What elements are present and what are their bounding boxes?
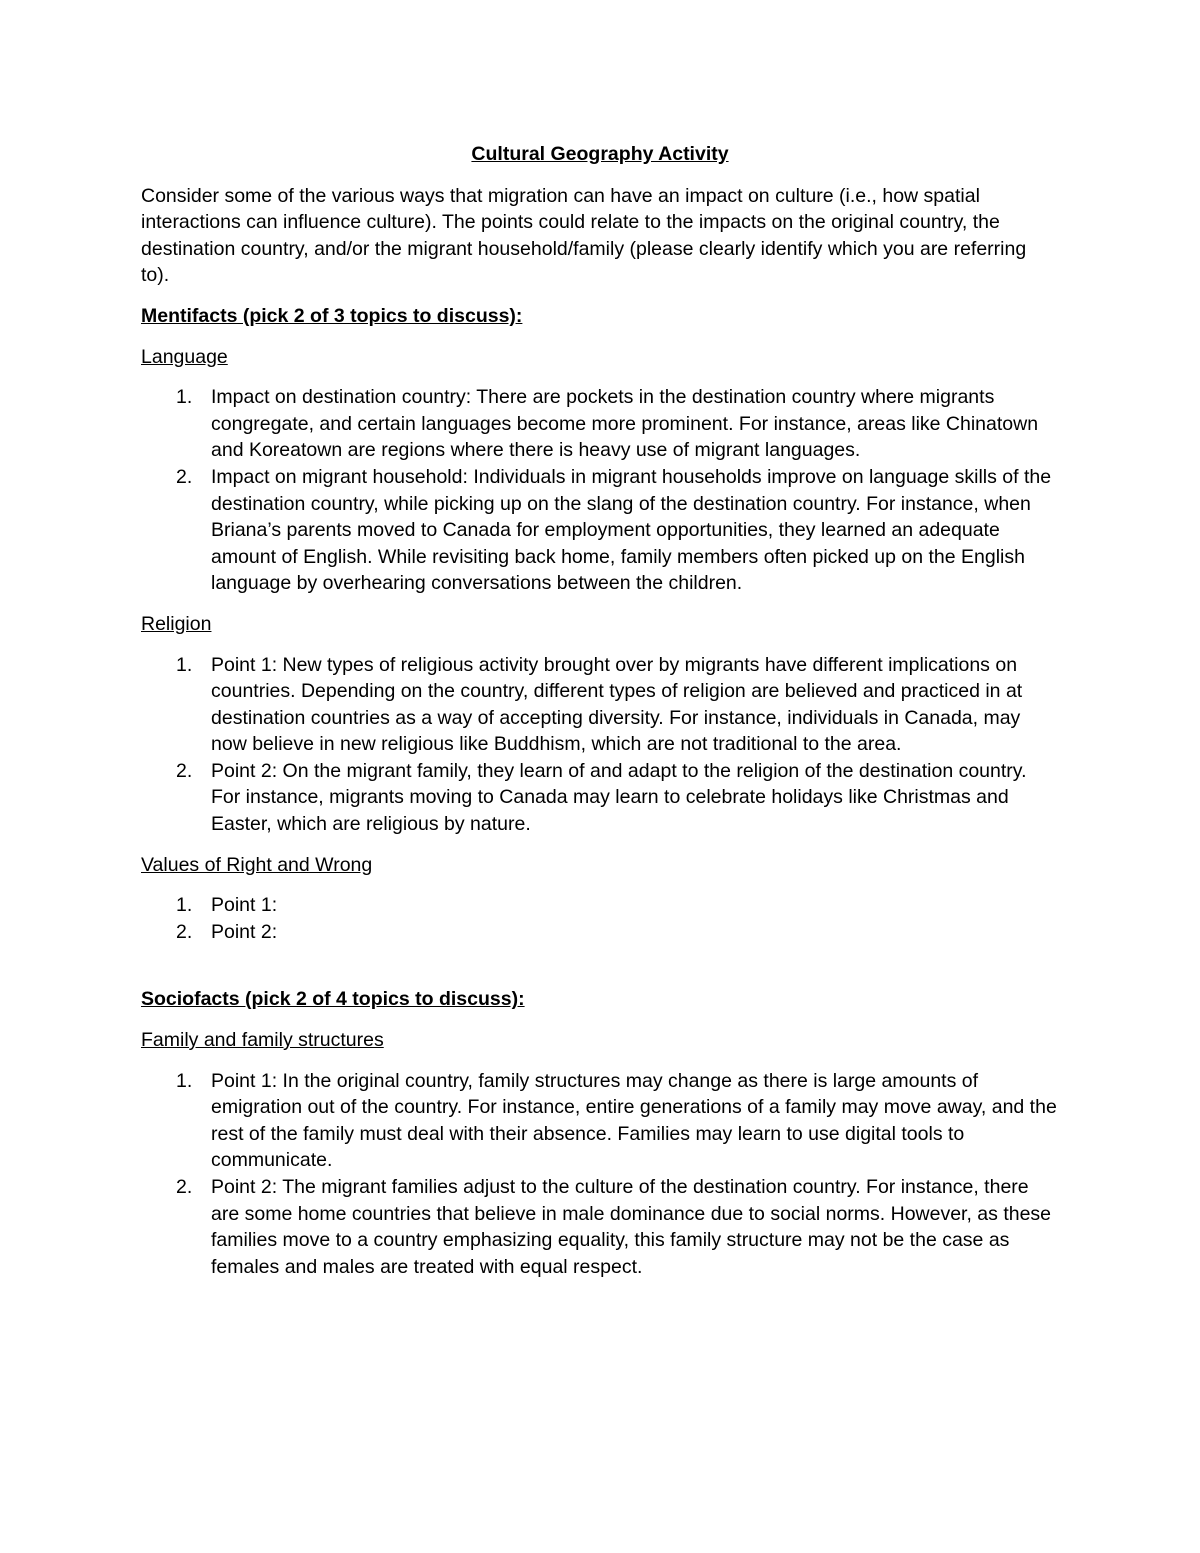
language-list [141,384,1059,597]
list-item-text: Point 2: On the migrant family, they learn of and adapt to the religion of the destination country. For instance, migrants moving to Canada may learn to celebrate holidays like Christmas and Easter, which are religious by nature. [211,759,1027,836]
list-item [141,919,1059,946]
list-item [141,652,1059,758]
sociofacts-heading: Sociofacts (pick 2 of 4 topics to discuss): [141,988,525,1011]
blank-line [141,959,1059,986]
topic-religion: Religion [141,612,212,635]
list-item [141,758,1059,838]
list-number: 1. [176,386,193,409]
list-item [141,1068,1059,1174]
list-item-text: Point 2: [211,920,278,943]
list-number: 1. [176,1069,193,1092]
topic-family: Family and family structures [141,1029,384,1052]
religion-list [141,652,1059,838]
list-number: 1. [176,653,193,676]
topic-values: Values of Right and Wrong [141,853,373,876]
mentifacts-heading: Mentifacts (pick 2 of 3 topics to discuss): [141,304,523,327]
list-item-text: Point 1: In the original country, family structures may change as there is large amounts of emigration out of the country. For instance, entire generations of a family may move away, and the rest of the family must deal with their absence. Families may learn to use digital tools to communicate. [211,1069,1057,1172]
page-title: Cultural Geography Activity [471,143,729,165]
list-item-text: Point 2: The migrant families adjust to the culture of the destination country. For instance, there are some home countries that believe in male dominance due to social norms. However, as these families move to a country emphasizing equality, this family structure may not be the case as females and males are treated with equal respect. [211,1176,1052,1278]
list-item [141,1174,1059,1280]
values-list [141,892,1059,945]
list-item-text: Impact on migrant household: Individuals in migrant households improve on language skills of the destination country, while picking up on the slang of the destination country. For instance, when Briana’s parents moved to Canada for employment opportunities, they learned an adequate amount of English. While revisiting back home, family members often picked up on the English language by overhearing conversations between the children. [211,465,1052,595]
list-item [141,892,1059,919]
list-number: 1. [176,894,193,917]
family-list [141,1068,1059,1281]
list-number: 2. [176,465,193,488]
list-item-text: Point 1: [211,894,278,917]
list-number: 2. [176,1176,193,1198]
list-item-text: Point 1: New types of religious activity brought over by migrants have different implications on countries. Depending on the country, different types of religion are believed and practiced in at destination countries as a way of accepting diversity. For instance, individuals in Canada, may now believe in new religious like Buddhism, which are not traditional to the area. [211,653,1023,756]
list-number: 2. [176,920,193,943]
document-page [141,141,1059,1294]
list-number: 2. [176,759,193,782]
list-item [141,464,1059,597]
list-item-text: Impact on destination country: There are pockets in the destination country where migrants congregate, and certain languages become more prominent. For instance, areas like Chinatown and Koreatown are regions where there is heavy use of migrant languages. [211,386,1039,462]
intro-paragraph: Consider some of the various ways that migration can have an impact on culture (i.e., how spatial interactions can influence culture). The points could relate to the impacts on the original country, the destination country, and/or the migrant household/family (please clearly identify which you are referring to). [141,184,1027,287]
topic-language: Language [141,345,228,368]
list-item [141,384,1059,464]
